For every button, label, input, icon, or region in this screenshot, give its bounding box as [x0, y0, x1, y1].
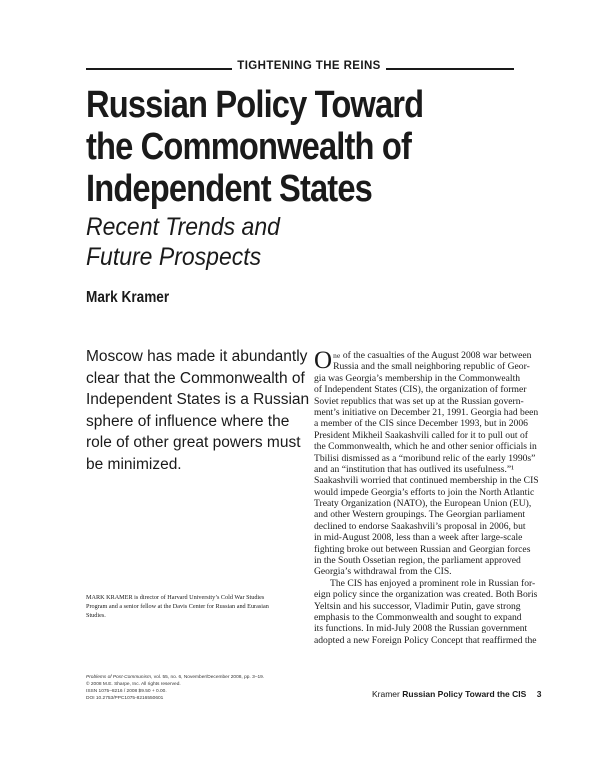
running-footer	[372, 689, 541, 699]
body-line: and other Western groupings. The Georgian parliament	[314, 509, 526, 521]
body-line: Tbilisi dismissed as a “moribund relic of the early 1990s”	[314, 452, 536, 464]
footer-title: Russian Policy Toward the CIS	[402, 689, 527, 699]
subtitle-line: Future Prospects	[86, 243, 262, 271]
title-line: Independent States	[86, 168, 372, 210]
body-line: President Mikheil Saakashvili called for it to pull out of	[314, 429, 528, 441]
doi-line: DOI 10.2753/PPC1075-8216550601	[86, 696, 164, 701]
body-line: The CIS has enjoyed a prominent role in Russian for-	[330, 577, 536, 589]
body-line: would impede Georgia’s efforts to join the North Atlantic	[314, 486, 535, 498]
title-line: the Commonwealth of	[86, 126, 411, 168]
body-line: a member of the CIS since December 1993, but in 2006	[314, 418, 528, 430]
body-line: Saakashvili worried that continued membership in the CIS	[314, 475, 539, 487]
page-number: 3	[536, 689, 542, 699]
header-rule-left	[86, 68, 232, 70]
footer-author: Kramer	[372, 689, 400, 699]
pull-quote-line: Independent States is a Russian	[86, 391, 310, 409]
bio-line: Program and a senior fellow at the Davis Center for Russian and Eurasian	[86, 602, 269, 610]
subtitle-line: Recent Trends and	[86, 213, 280, 241]
body-line: of Independent States (CIS), the organization of former	[314, 384, 527, 396]
body-line: Russia and the small neighboring republic of Geor-	[333, 361, 530, 373]
body-line: Georgia’s withdrawal from the CIS.	[314, 566, 452, 578]
body-line: the Commonwealth, which he and other senior officials in	[314, 441, 537, 453]
pull-quote-line: Moscow has made it abundantly	[86, 348, 308, 365]
body-line: gia was Georgia’s membership in the Commonwealth	[314, 372, 521, 384]
body-line: Soviet republics that was set up at the Russian govern-	[314, 395, 524, 407]
copyright-line: © 2008 M.E. Sharpe, Inc. All rights reserved.	[86, 682, 181, 687]
small-caps-lead: ne	[333, 351, 341, 360]
body-column	[314, 347, 539, 646]
pull-quote	[86, 346, 310, 476]
body-line: Treaty Organization (NATO), the European Union (EU),	[314, 498, 532, 510]
author-byline: Mark Kramer	[86, 289, 170, 306]
bio-line: MARK KRAMER is director of Harvard University’s Cold War Studies	[86, 594, 265, 601]
article-title	[86, 84, 464, 210]
section-label: TIGHTENING THE REINS	[237, 60, 381, 72]
body-line: declined to endorse Saakashvili’s proposal in 2006, but	[314, 520, 526, 532]
body-line: ment’s initiative on December 21, 1991. Georgia had been	[314, 406, 539, 418]
citation-line: Problems of Post-Communism, vol. 55, no. 6, November/December 2008, pp. 3–19.	[86, 675, 265, 680]
body-line: fighting broke out between Russian and Georgian forces	[314, 543, 531, 555]
journal-name: Problems of Post-Communism	[86, 675, 152, 680]
drop-cap: O	[314, 347, 333, 374]
body-line: in the South Ossetian region, the parliament approved	[314, 555, 521, 567]
body-line: adopted a new Foreign Policy Concept that reaffirmed the	[314, 634, 537, 646]
title-line: Russian Policy Toward	[86, 84, 424, 126]
header-rule-right	[386, 68, 514, 70]
pull-quote-line: role of other great powers must	[86, 434, 301, 452]
body-line: emphasis to the Commonwealth and sought to expand	[314, 611, 522, 623]
body-line: its functions. In mid-July 2008 the Russian government	[314, 623, 528, 635]
author-bio	[86, 594, 300, 620]
body-line: Yeltsin and his successor, Vladimir Putin, gave strong	[314, 600, 521, 612]
article-subtitle	[86, 212, 491, 272]
body-line: and an “institution that has outlived its usefulness.”¹	[314, 463, 515, 475]
issn-line: ISSN 1075–8216 / 2008 $9.50 + 0.00.	[86, 689, 167, 694]
body-line: in mid-August 2008, less than a week after large-scale	[314, 532, 523, 544]
pull-quote-line: be minimized.	[86, 455, 182, 473]
bio-line: Studies.	[86, 611, 106, 619]
body-line: eign policy since the organization was created. Both Boris	[314, 589, 538, 601]
pull-quote-line: clear that the Commonwealth of	[86, 369, 305, 387]
publication-info	[86, 674, 286, 702]
pull-quote-line: sphere of influence where the	[86, 412, 290, 430]
body-line: ne of the casualties of the August 2008 war between	[333, 350, 532, 361]
